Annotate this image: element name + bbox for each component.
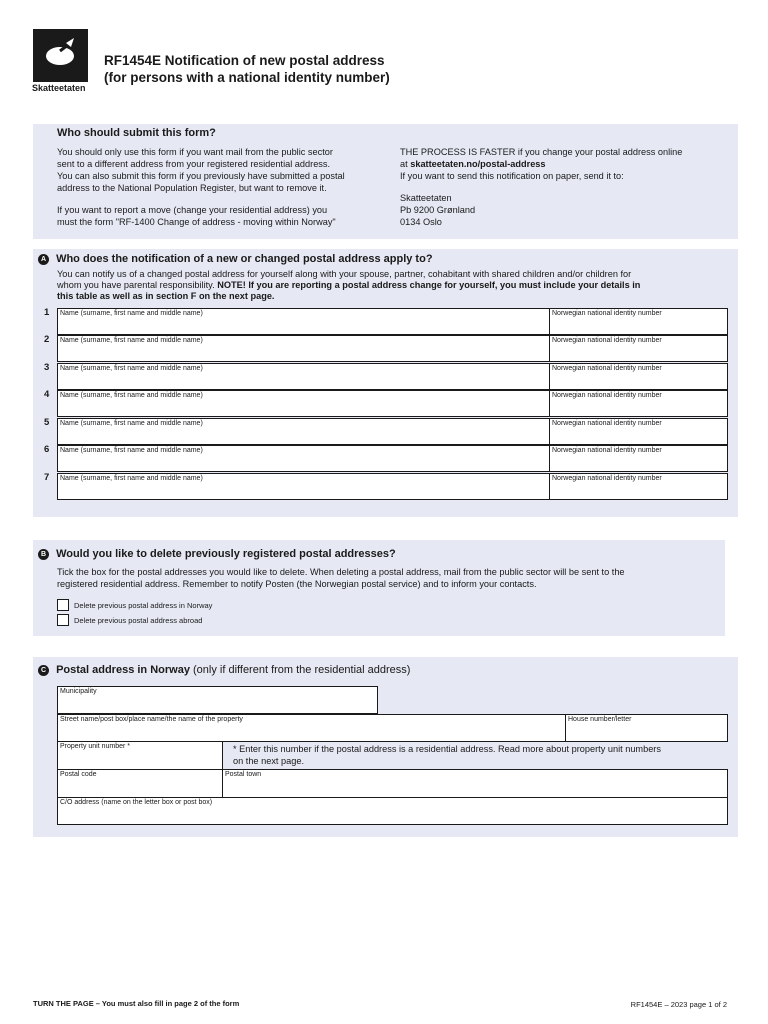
row-number: 5 bbox=[44, 417, 50, 428]
intro-right-text: THE PROCESS IS FASTER if you change your postal address online at skatteetaten.no/postal-address If you want to send this notification on paper, send it to: Skatteetaten Pb 9200 Grønland 0134 Oslo bbox=[400, 146, 735, 228]
footer-page-info: RF1454E – 2023 page 1 of 2 bbox=[630, 1000, 727, 1009]
property-unit-field[interactable] bbox=[57, 741, 223, 770]
logo-text: Skatteetaten bbox=[32, 83, 86, 93]
section-c-badge: C bbox=[38, 665, 49, 676]
street-field[interactable] bbox=[57, 714, 566, 742]
house-number-field[interactable] bbox=[565, 714, 728, 742]
section-a-heading: A Who does the notification of a new or changed postal address apply to? bbox=[38, 253, 433, 265]
section-a-badge: A bbox=[38, 254, 49, 265]
property-unit-label: Property unit number * bbox=[60, 743, 131, 750]
id-number-field[interactable]: Norwegian national identity number bbox=[552, 420, 662, 427]
name-field[interactable]: Name (surname, first name and middle name) bbox=[60, 420, 203, 427]
name-field[interactable]: Name (surname, first name and middle name) bbox=[60, 310, 203, 317]
section-b-badge: B bbox=[38, 549, 49, 560]
delete-norway-label: Delete previous postal address in Norway bbox=[74, 601, 213, 610]
house-number-label: House number/letter bbox=[568, 716, 632, 723]
section-a-text: You can notify us of a changed postal address for yourself along with your spouse, partner, cohabitant with shared children and/or children for whom you have parental responsibility. NOTE! If you are reporting a postal address change for yourself, you must include your details in this table as well as in section F on the next page. bbox=[57, 269, 641, 301]
row-number: 3 bbox=[44, 362, 50, 373]
name-field[interactable]: Name (surname, first name and middle name) bbox=[60, 337, 203, 344]
row-number: 1 bbox=[44, 307, 50, 318]
id-number-field[interactable]: Norwegian national identity number bbox=[552, 392, 662, 399]
skatteetaten-logo bbox=[33, 29, 88, 82]
mailing-address: Skatteetaten Pb 9200 Grønland 0134 Oslo bbox=[400, 193, 476, 227]
name-field[interactable]: Name (surname, first name and middle name) bbox=[60, 447, 203, 454]
name-field[interactable]: Name (surname, first name and middle name) bbox=[60, 365, 203, 372]
postal-address-link[interactable]: skatteetaten.no/postal-address bbox=[410, 159, 546, 169]
id-number-field[interactable]: Norwegian national identity number bbox=[552, 475, 662, 482]
section-b-text: Tick the box for the postal addresses you would like to delete. When deleting a postal address, mail from the public sector will be sent to the registered residential address. Remember to notify Posten (the Norwegian postal service) and to inform your contacts. bbox=[57, 567, 625, 589]
intro-panel bbox=[33, 124, 738, 239]
postal-town-field[interactable] bbox=[222, 769, 728, 798]
section-b-heading: B Would you like to delete previously registered postal addresses? bbox=[38, 548, 396, 560]
delete-norway-checkbox[interactable] bbox=[57, 599, 69, 611]
row-number: 6 bbox=[44, 444, 50, 455]
person-row-5 bbox=[57, 418, 728, 445]
id-number-field[interactable]: Norwegian national identity number bbox=[552, 365, 662, 372]
id-number-field[interactable]: Norwegian national identity number bbox=[552, 447, 662, 454]
postal-town-label: Postal town bbox=[225, 771, 262, 778]
delete-abroad-label: Delete previous postal address abroad bbox=[74, 616, 203, 625]
name-field[interactable]: Name (surname, first name and middle name) bbox=[60, 475, 203, 482]
person-row-6 bbox=[57, 445, 728, 472]
footer-turn-page: TURN THE PAGE – You must also fill in page 2 of the form bbox=[33, 999, 240, 1008]
section-b-panel bbox=[33, 540, 725, 636]
section-c-heading: C Postal address in Norway (only if different from the residential address) bbox=[38, 664, 410, 676]
person-row-7 bbox=[57, 473, 728, 500]
intro-left-text: You should only use this form if you want mail from the public sector sent to a different address from your registered residential address. You can also submit this form if you previously have submitted a postal address to the National Population Register, but want to remove it. If you want to report a move (change your residential address) you must the form "RF-1400 Change of address - moving within Norway" bbox=[57, 147, 345, 227]
municipality-field[interactable] bbox=[57, 686, 378, 714]
street-label: Street name/post box/place name/the name of the property bbox=[60, 716, 243, 723]
id-number-field[interactable]: Norwegian national identity number bbox=[552, 310, 662, 317]
postal-code-label: Postal code bbox=[60, 771, 97, 778]
person-row-2 bbox=[57, 335, 728, 362]
row-number: 7 bbox=[44, 472, 50, 483]
intro-heading: Who should submit this form? bbox=[57, 127, 216, 139]
co-address-field[interactable] bbox=[57, 797, 728, 825]
name-field[interactable]: Name (surname, first name and middle name) bbox=[60, 392, 203, 399]
co-address-label: C/O address (name on the letter box or post box) bbox=[60, 799, 213, 806]
property-unit-note: * Enter this number if the postal address is a residential address. Read more about property unit numbers on the next page. bbox=[233, 744, 661, 766]
delete-abroad-checkbox[interactable] bbox=[57, 614, 69, 626]
postal-code-field[interactable] bbox=[57, 769, 223, 798]
person-row-1 bbox=[57, 308, 728, 335]
row-number: 4 bbox=[44, 389, 50, 400]
person-row-4 bbox=[57, 390, 728, 417]
logo-emblem-icon bbox=[33, 29, 88, 82]
municipality-label: Municipality bbox=[60, 688, 97, 695]
page-title: RF1454E Notification of new postal address (for persons with a national identity number) bbox=[104, 53, 390, 85]
person-row-3 bbox=[57, 363, 728, 390]
id-number-field[interactable]: Norwegian national identity number bbox=[552, 337, 662, 344]
row-number: 2 bbox=[44, 334, 50, 345]
